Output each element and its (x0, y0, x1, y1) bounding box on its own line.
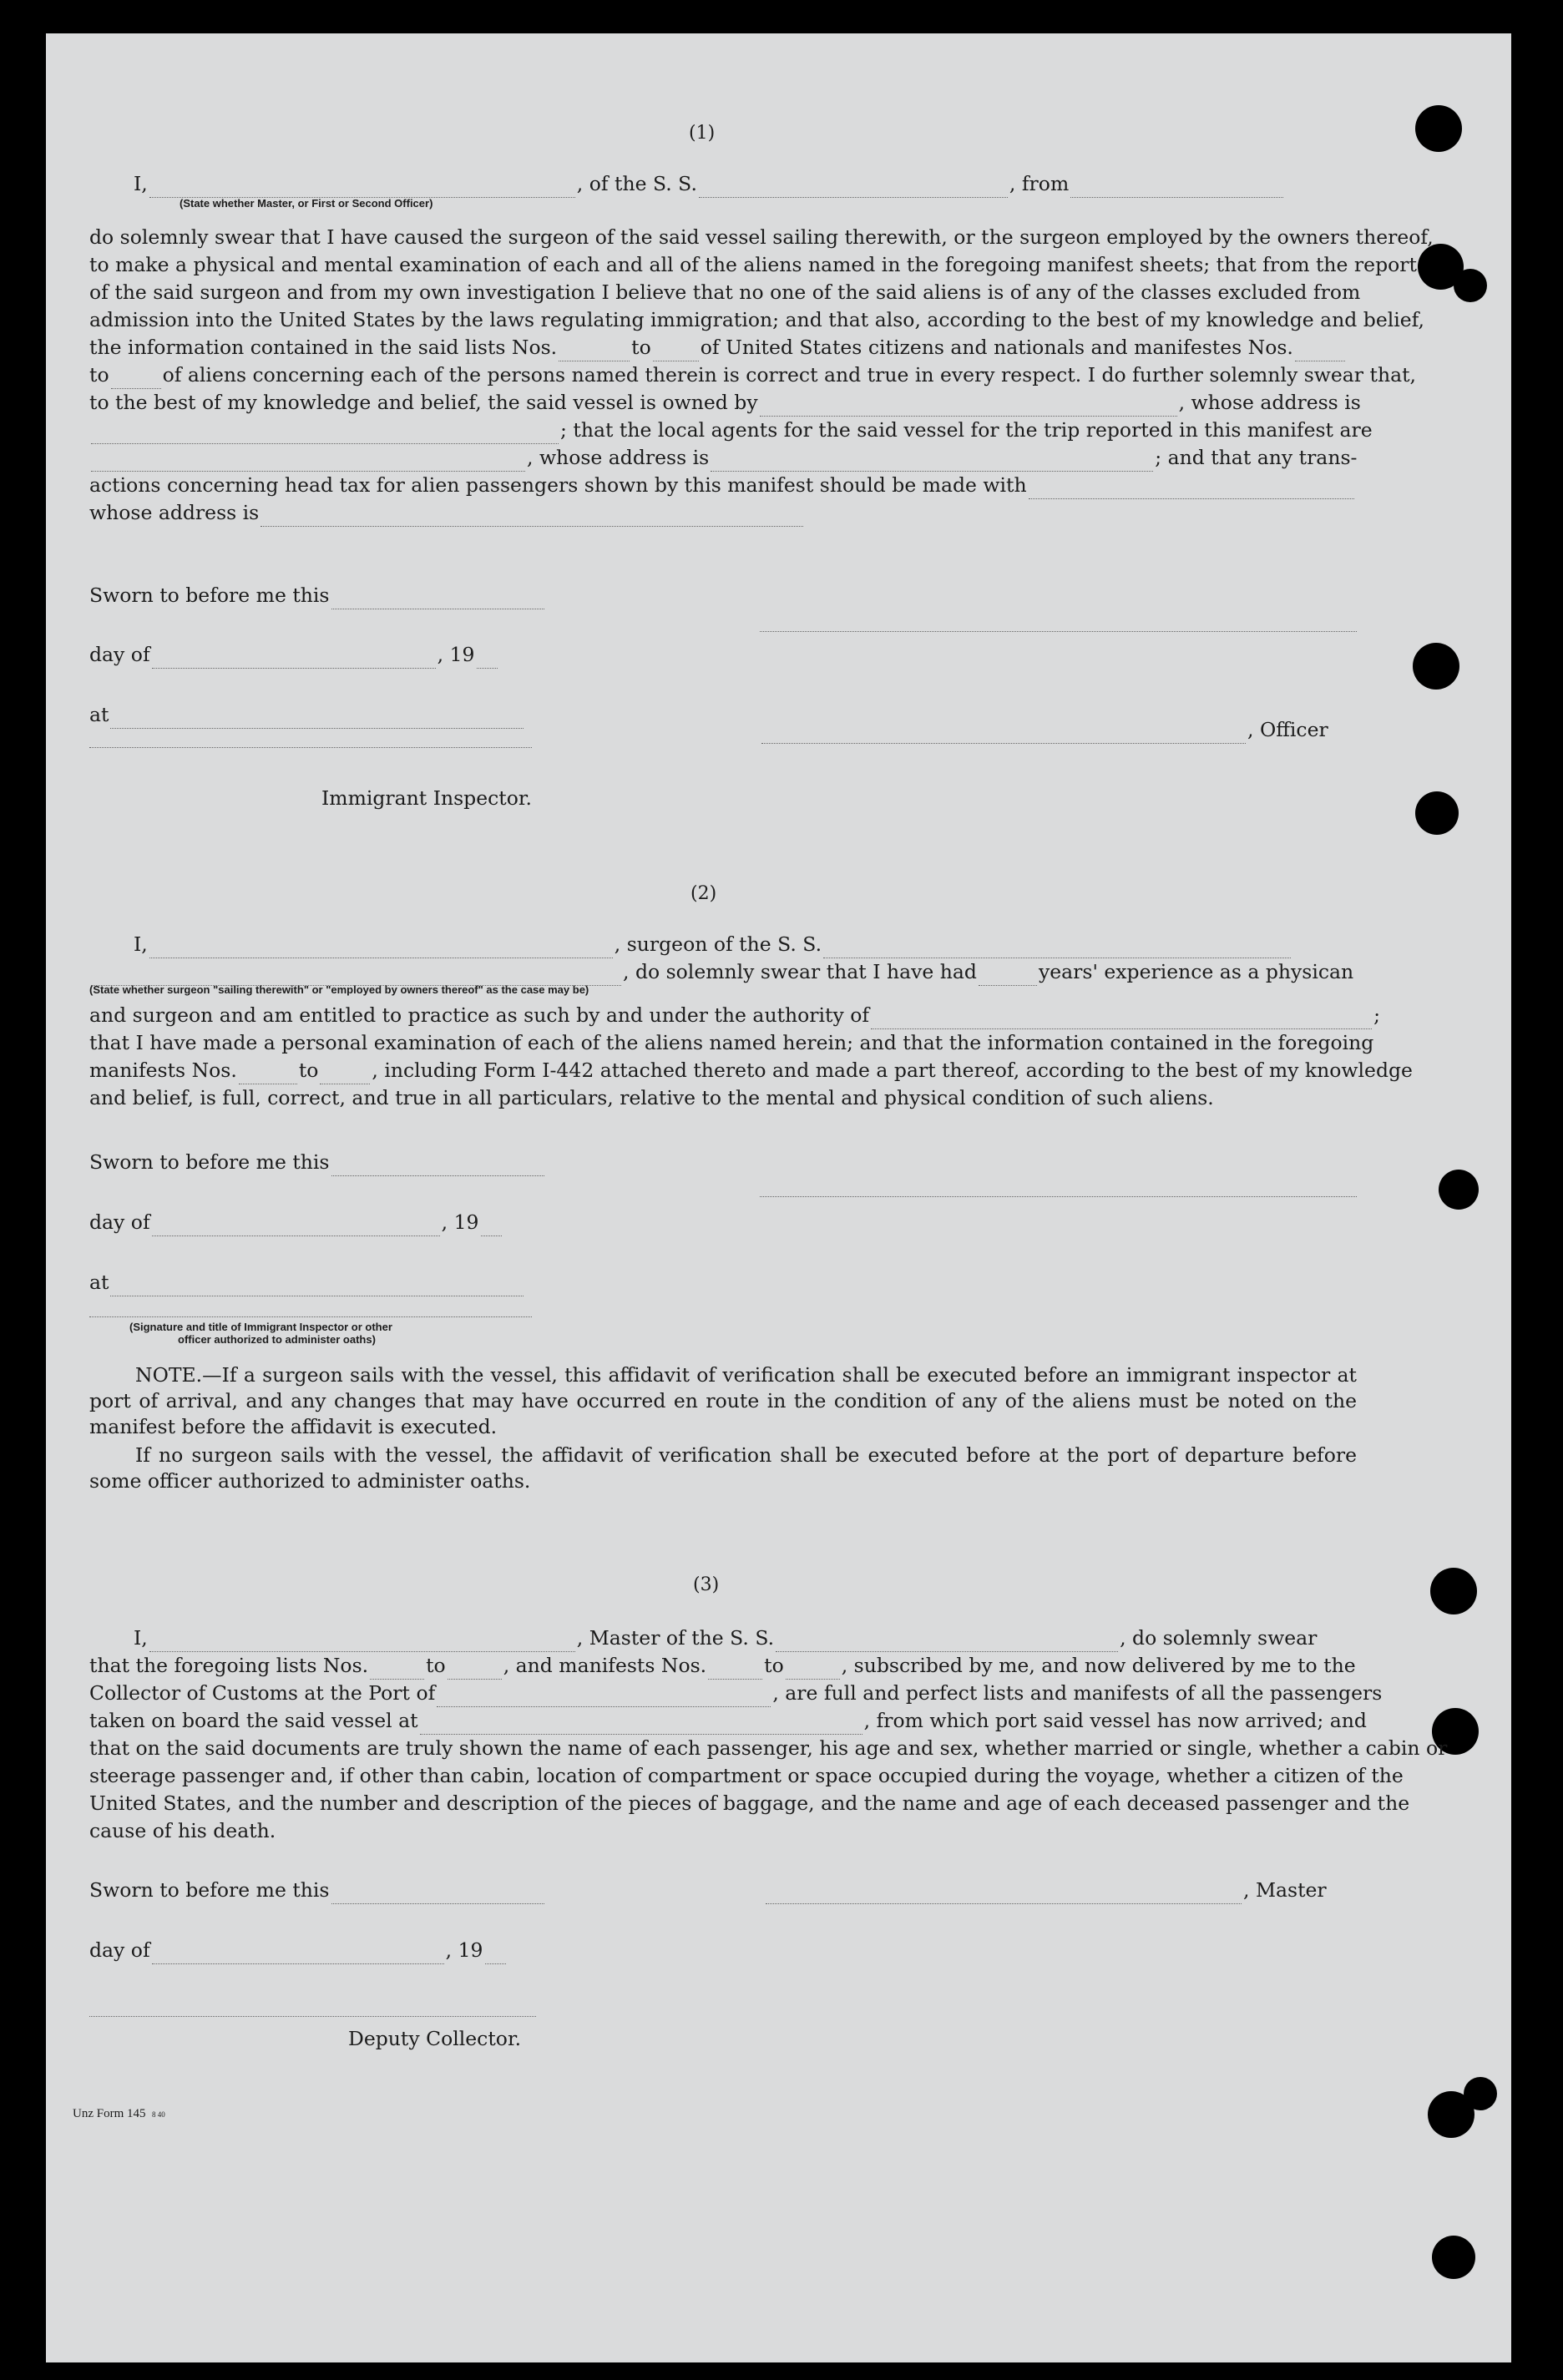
s2-year-field[interactable] (481, 1215, 502, 1236)
manifest-from-field[interactable] (1295, 341, 1345, 361)
deputy-collector-label: Deputy Collector. (348, 2027, 522, 2050)
punch-hole (1415, 791, 1459, 835)
boarding-port-field[interactable] (420, 1714, 862, 1735)
s1-officer-line: , Officer (760, 716, 1328, 744)
years-experience-field[interactable] (979, 965, 1037, 986)
punch-hole (1432, 2236, 1475, 2279)
manifest-affidavit-page (46, 33, 1511, 2362)
s3-manifest-to-field[interactable] (786, 1659, 840, 1680)
s2-day-field[interactable] (152, 1215, 440, 1236)
owner-field[interactable] (760, 396, 1177, 417)
head-tax-party-field[interactable] (1029, 478, 1354, 499)
master-sign-field[interactable] (766, 1883, 1242, 1904)
head-tax-address-field[interactable] (260, 506, 803, 527)
authority-field[interactable] (871, 1008, 1372, 1029)
vessel-name-field[interactable] (699, 177, 1008, 198)
s2-sworn-line: Sworn to before me this (89, 1149, 546, 1176)
s1-sworn-line: Sworn to before me this (89, 582, 546, 609)
s3-manifest-from-field[interactable] (708, 1659, 762, 1680)
manifest-to-field[interactable] (111, 368, 161, 389)
s3-day-field[interactable] (152, 1943, 444, 1964)
s2-inspector-line[interactable] (89, 1316, 532, 1317)
agents-field[interactable] (91, 451, 525, 472)
sig-note-2: officer authorized to administer oaths) (178, 1333, 376, 1346)
owner-address-field[interactable] (91, 423, 559, 444)
s2-day-line: day of , 19 (89, 1209, 503, 1236)
s3-list-from-field[interactable] (370, 1659, 424, 1680)
s2-note-1: NOTE.—If a surgeon sails with the vessel, this affidavit of verification shall be executed before an immigrant inspector at port of arrival, and any changes that may have occurred en route in the condition of any of the aliens must be noted on the manifest before the affidavit is executed. (89, 1363, 1357, 1438)
officer-note: (State whether Master, or First or Second Officer) (180, 197, 433, 210)
from-port-field[interactable] (1070, 177, 1283, 198)
s2-body: and surgeon and am entitled to practice as such by and under the authority of ; that I have made a personal examination of each of the aliens named herein; and that the information contained in the foregoing manifests Nos. to , including Form I-442 attached thereto and made a part thereof, according to the best of my knowledge and belief, is full, correct, and true in all particulars, relative to the mental and physical condition of such aliens. (89, 1003, 1413, 1109)
agents-address-field[interactable] (711, 451, 1153, 472)
punch-hole (1430, 1568, 1477, 1614)
s1-officer-sign-field[interactable] (761, 723, 1246, 744)
s2-at-line: at (89, 1269, 525, 1296)
s2-declarant-line: I, , surgeon of the S. S. (134, 931, 1357, 958)
port-field[interactable] (437, 1686, 771, 1707)
s2-manifest-to-field[interactable] (320, 1064, 370, 1084)
punch-hole (1415, 105, 1462, 152)
immigrant-inspector-label: Immigrant Inspector. (321, 786, 533, 810)
s3-list-to-field[interactable] (448, 1659, 502, 1680)
s1-declarant-line: I, , of the S. S. , from (134, 170, 1357, 198)
s2-swear-line: , do solemnly swear that I have had years' experience as a physican (89, 958, 1357, 986)
s1-inspector-line[interactable] (89, 747, 532, 748)
s2-vessel-field[interactable] (823, 937, 1291, 958)
s3-sworn-date-field[interactable] (331, 1883, 544, 1904)
s3-master-line: , Master (764, 1877, 1327, 1904)
citizen-list-to-field[interactable] (653, 341, 699, 361)
punch-hole (1439, 1170, 1479, 1210)
s1-year-field[interactable] (477, 648, 498, 669)
s1-at-line: at (89, 701, 525, 729)
s3-day-line: day of , 19 (89, 1937, 508, 1964)
section-2-number: (2) (690, 883, 717, 904)
s1-day-field[interactable] (152, 648, 436, 669)
s1-signature-line[interactable] (760, 631, 1357, 632)
surgeon-note: (State whether surgeon "sailing therewith" or "employed by owners thereof" as the case may be) (89, 983, 589, 996)
s3-vessel-field[interactable] (776, 1631, 1118, 1652)
citizen-list-from-field[interactable] (559, 341, 630, 361)
s1-at-field[interactable] (110, 708, 524, 729)
s1-day-line: day of , 19 (89, 641, 499, 669)
sig-note-1: (Signature and title of Immigrant Inspector or other (129, 1321, 392, 1333)
officer-name-field[interactable] (149, 177, 575, 198)
surgeon-name-field[interactable] (149, 937, 613, 958)
s3-body: I, , Master of the S. S. , do solemnly swear that the foregoing lists Nos. to , and manifests Nos. to , subscribed by me, and now delivered by me to the Collector of Customs at the Port of , are full and perfect lists and manifests of all the passengers taken on board the said vessel at , from which port said vessel has now arrived; and that on the said documents are truly shown the name of each passenger, his age and sex, whether married or single, whether a cabin or steerage passenger and, if other than cabin, location of compartment or space occupied during the voyage, whether a citizen of the United States, and the number and description of the pieces of baggage, and the name and age of each deceased passenger and the cause of his death. (89, 1626, 1448, 1842)
section-1-number: (1) (689, 123, 716, 144)
s3-collector-line[interactable] (89, 2016, 536, 2017)
punch-hole (1413, 643, 1459, 690)
s1-body: do solemnly swear that I have caused the surgeon of the said vessel sailing therewith, or the surgeon employed by the owners thereof, to make a physical and mental examination of each and all of the aliens named in the foregoing manifest sheets; that from the report of the said surgeon and from my own investigation I believe that no one of the said aliens is of any of the classes excluded from admission into the United States by the laws regulating immigration; and that also, according to the best of my knowledge and belief, the information contained in the said lists Nos. to of United States citizens and nationals and manifestes Nos. to of aliens concerning each of the persons named therein is correct and true in every respect. I do further solemnly swear that, to the best of my knowledge and belief, the said vessel is owned by , whose address is ; that the local agents for the said vessel for the trip reported in this manifest are , whose address is ; and that any trans- actions concerning head tax for alien passengers shown by this manifest should be made with whose address is (89, 224, 1357, 527)
s1-sworn-date-field[interactable] (331, 589, 544, 609)
master-name-field[interactable] (149, 1631, 575, 1652)
s3-sworn-line: Sworn to before me this (89, 1877, 546, 1904)
form-id: Unz Form 145 8 40 (73, 2107, 165, 2120)
s2-note-2: If no surgeon sails with the vessel, the affidavit of verification shall be executed before at the port of departure before some officer authorized to administer oaths. (89, 1443, 1357, 1493)
s2-at-field[interactable] (110, 1276, 524, 1296)
section-3-number: (3) (693, 1574, 720, 1595)
punch-hole (1464, 2077, 1497, 2110)
s3-year-field[interactable] (485, 1943, 506, 1964)
s2-sworn-date-field[interactable] (331, 1155, 544, 1176)
s2-manifest-from-field[interactable] (239, 1064, 297, 1084)
punch-hole (1454, 269, 1487, 302)
s2-signature-line[interactable] (760, 1196, 1357, 1197)
